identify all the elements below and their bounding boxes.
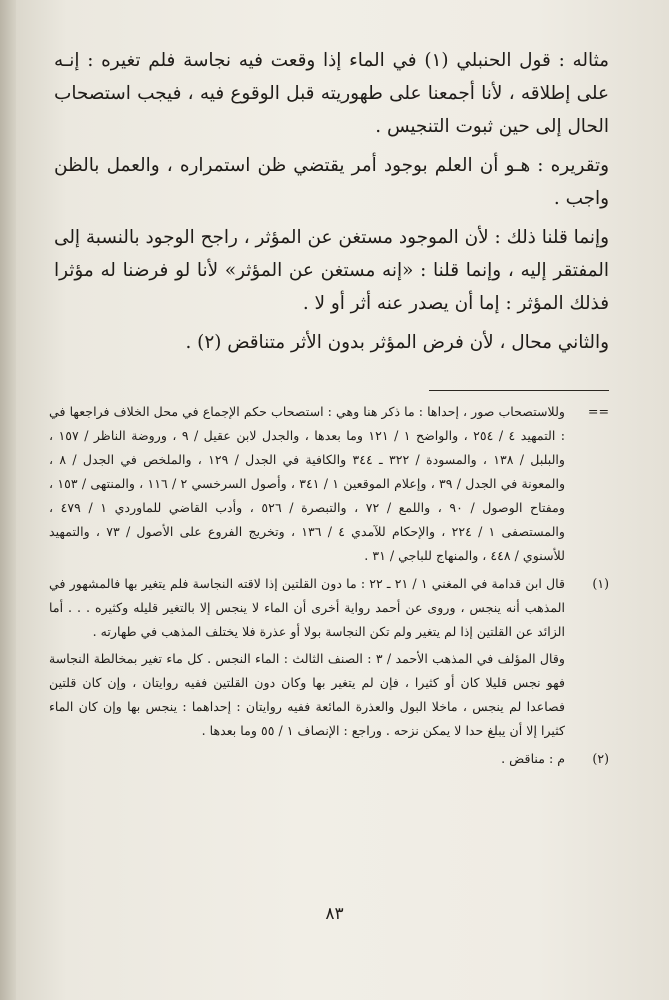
main-paragraph-example: مثاله : قول الحنبلي (١) في الماء إذا وقعت فيه نجاسة فلم تغيره : إنـه على إطلاقه ، لأنا أجمعنا على طهوريته قبل الوقوع فيه ، فيجب استصحاب الحال إلى حين ثبوت التنجيس . bbox=[54, 50, 609, 137]
footnote-paragraph: وللاستصحاب صور ، إحداها : ما ذكر هنا وهي : استصحاب حكم الإجماع في محل الخلاف فراجعها في : التمهيد ٤ / ٢٥٤ ، والواضح ١ / ١٢١ وما بعدها ، والجدل لابن عقيل / ٩ ، وروضة الناظر / ١٥٧ ، والبلبل / ١٣٨ ، والمسودة / ٣٢٢ ـ ٣٤٤ والكافية في الجدل / ١٢٩ ، والملخص في الجدل / ٨ ، والمعونة في الجدل / ٣٩ ، وإعلام الموقعين ١ / ٣٤١ ، وأصول السرخسي ٢ / ١١٦ ، والمنتهى / ١٥٣ ، ومفتاح الوصول / ٩٠ ، واللمع / ٧٢ ، والتبصرة / ٥٢٦ ، وأدب القاضي للماوردي ١ / ٤٧٩ ، والمستصفى ١ / ٢٢٤ ، والإحكام للآمدي ٤ / ١٣٦ ، وتخريج الفروع على الأصول / ٧٣ ، والتمهيد للأسنوي / ٤٤٨ ، والمنهاج للباجي / ٣١ . bbox=[49, 404, 566, 563]
footnotes-block bbox=[49, 400, 609, 775]
footnote-marker: == bbox=[587, 404, 609, 419]
footnote-paragraph: قال ابن قدامة في المغني ١ / ٢١ ـ ٢٢ : ما دون القلتين إذا لاقته النجاسة فلم يتغير بها فالمشهور في المذهب أنه ينجس ، وروى عن أحمد رواية أخرى أن الماء لا ينجس إلا بالتغير قليله وكثيره . . . أما الزائد عن القلتين إذا لم يتغير ولم تكن النجاسة بولا أو عذرة فلا يختلف المذهب في طهارته . bbox=[49, 576, 566, 639]
footnote-marker: (١) bbox=[592, 576, 609, 591]
main-text-block bbox=[54, 44, 609, 365]
footnote-marker: (٢) bbox=[592, 751, 609, 766]
footnote-divider bbox=[429, 390, 609, 391]
page-gutter-shadow bbox=[0, 0, 16, 1000]
main-paragraph-conclusion: والثاني محال ، لأن فرض المؤثر بدون الأثر متناقض (٢) . bbox=[185, 332, 609, 353]
footnote-paragraph: م : مناقض . bbox=[501, 751, 565, 766]
footnote-1 bbox=[49, 572, 609, 743]
footnote-paragraph: وقال المؤلف في المذهب الأحمد / ٣ : الصنف الثالث : الماء النجس . كل ماء تغير بمخالطة النجاسة فهو نجس قليلا كان أو كثيرا ، فإن لم يتغير بها وكان دون القلتين ففيه روايتان ، وإن كان قلتين فصاعدا لم ينجس ، ماخلا البول والعذرة المائعة ففيه روايتان : إحداهما : ينجس بها وإن كان الماء كثيرا إلا أن يبلغ حدا لا يمكن نزحه . وراجع : الإنصاف ١ / ٥٥ وما بعدها . bbox=[49, 651, 565, 738]
footnote-continued bbox=[49, 400, 609, 568]
main-paragraph-explanation: وتقريره : هـو أن العلم بوجود أمر يقتضي ظن استمراره ، والعمل بالظن واجب . bbox=[54, 155, 609, 209]
footnote-2 bbox=[49, 747, 609, 771]
main-paragraph-reasoning: وإنما قلنا ذلك : لأن الموجود مستغن عن المؤثر ، راجح الوجود بالنسبة إلى المفتقر إليه ، وإنما قلنا : «إنه مستغن عن المؤثر» لأنا لو فرضنا له مؤثرا فذلك المؤثر : إما أن يصدر عنه أثر أو لا . bbox=[54, 227, 609, 314]
page-number: ٨٣ bbox=[325, 904, 344, 924]
